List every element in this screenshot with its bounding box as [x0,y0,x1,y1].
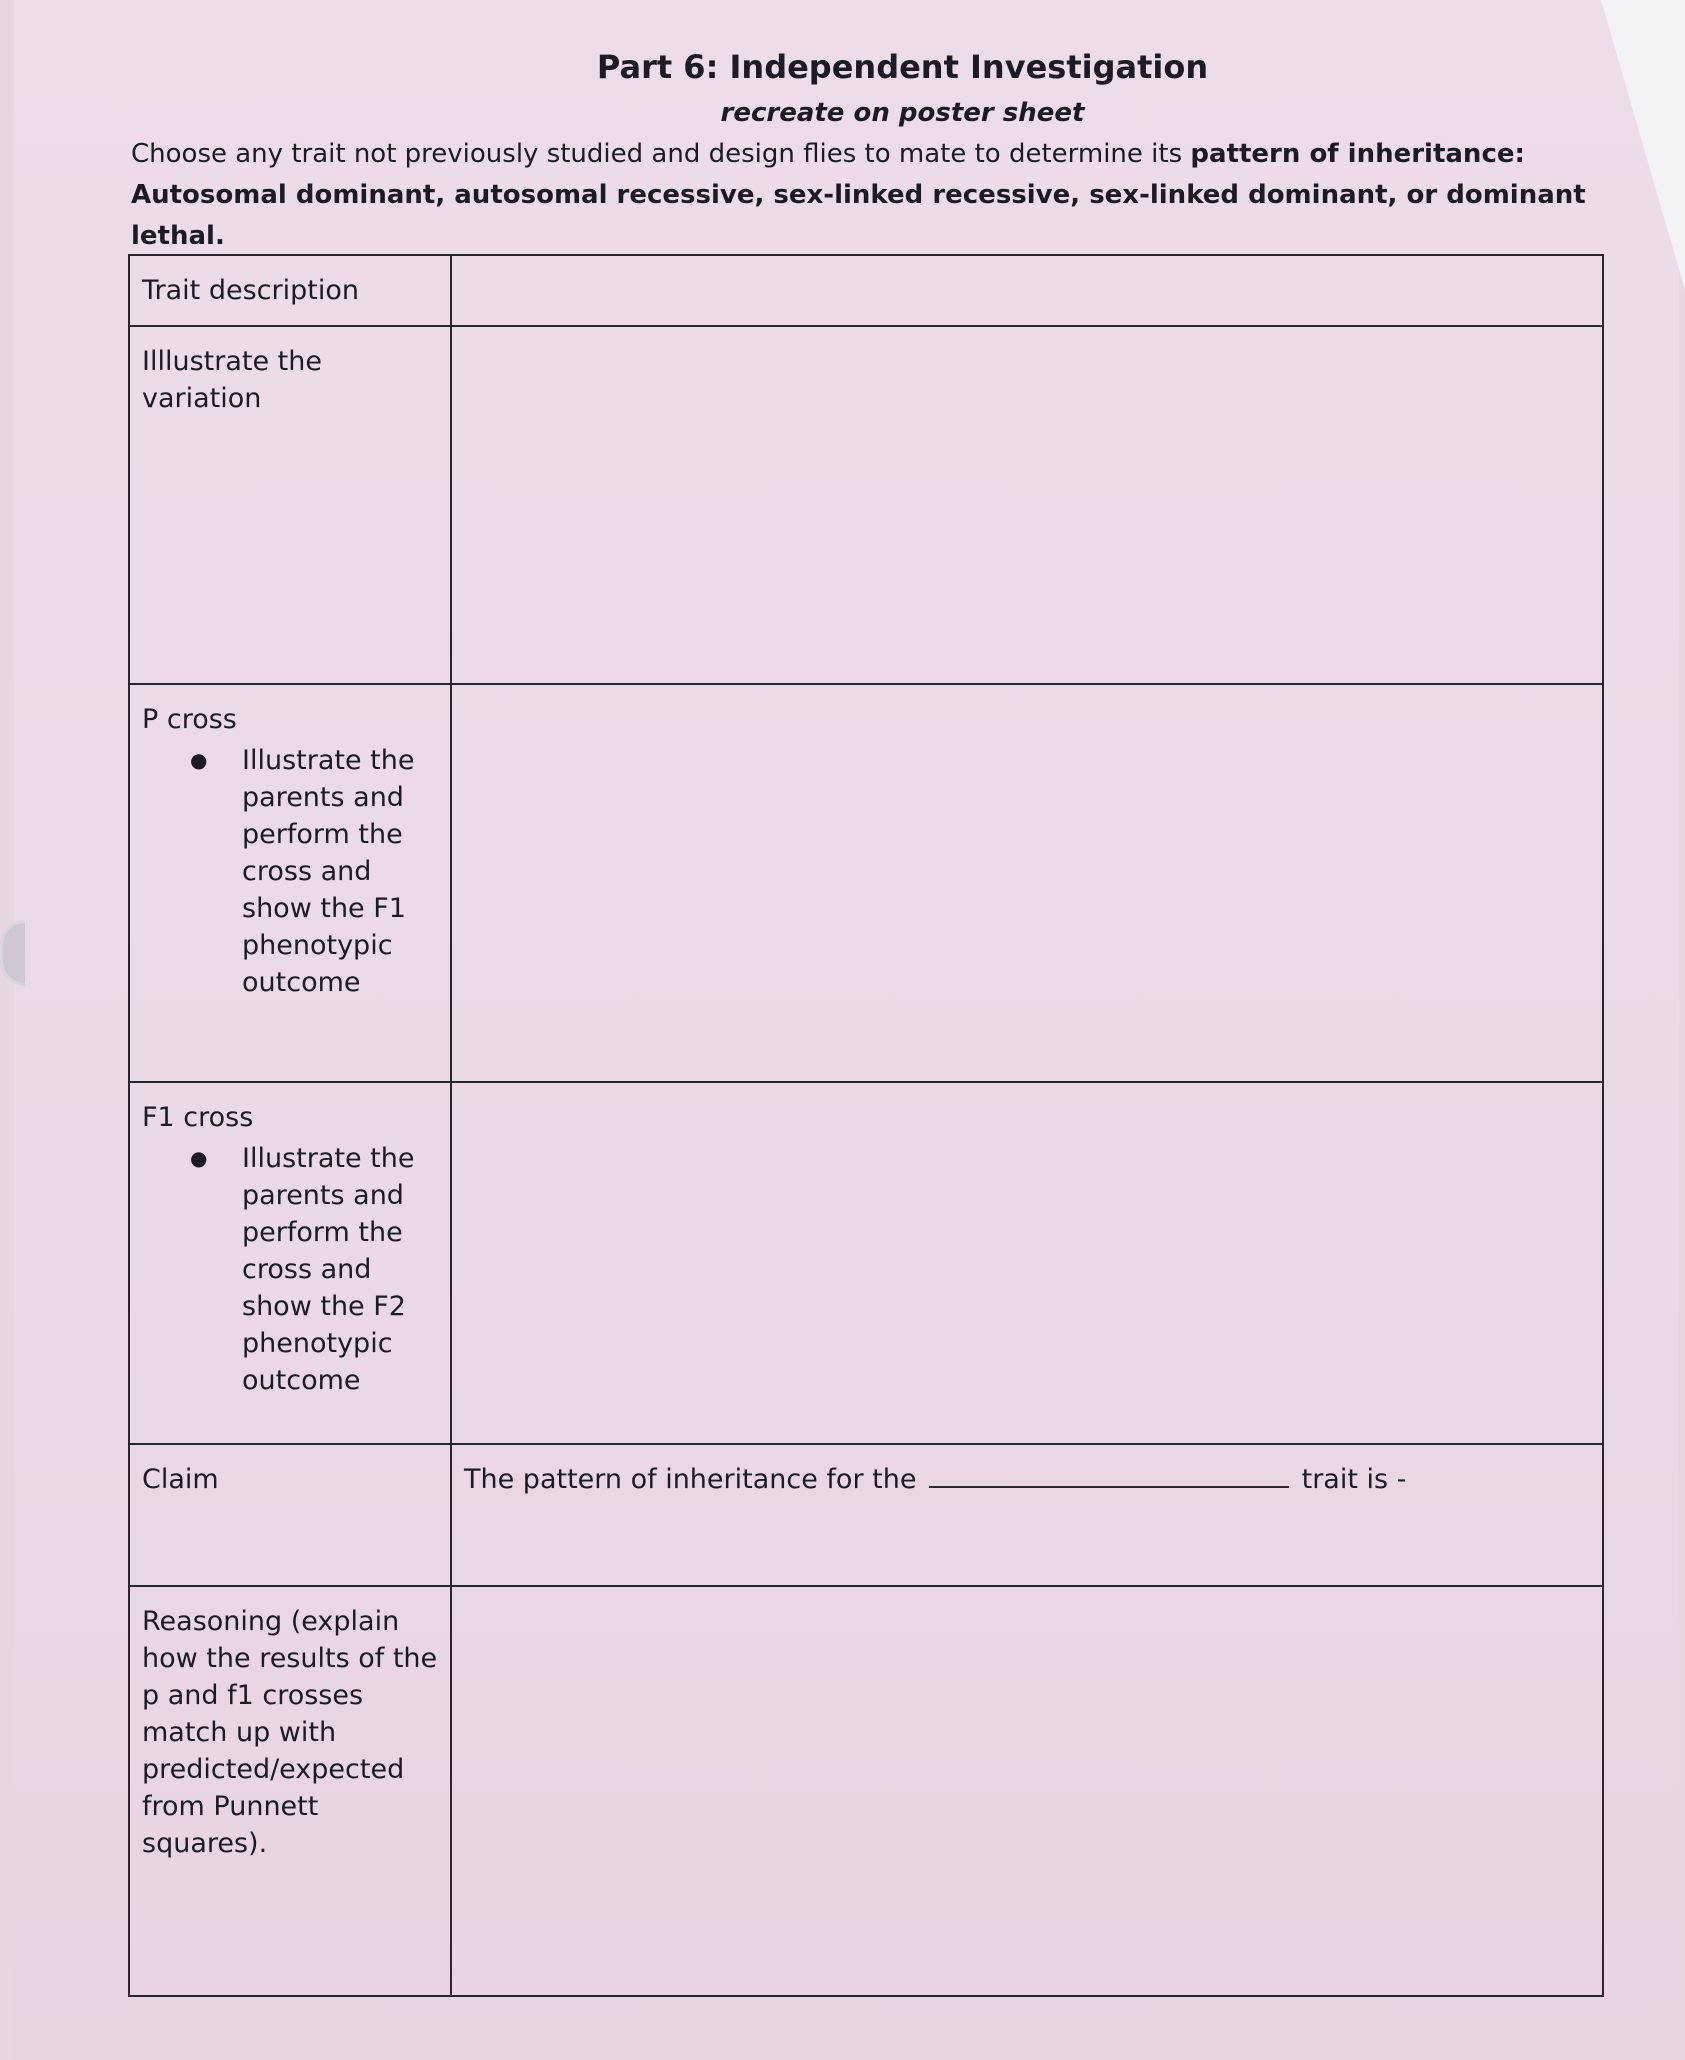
table-row [129,1444,1603,1586]
page-subtitle: recreate on poster sheet [720,98,1085,128]
binder-clip [0,920,25,986]
page-title: Part 6: Independent Investigation [596,48,1209,86]
instructions [131,134,1591,257]
claim-answer[interactable] [451,1444,1603,1586]
claim-suffix: trait is - [1301,1464,1407,1495]
variation-answer[interactable] [451,326,1603,684]
trait-description-label: Trait description [129,255,451,326]
claim-blank[interactable] [929,1462,1289,1488]
claim-label: Claim [129,1444,451,1586]
p-cross-cell [129,684,451,1082]
p-cross-label: P cross [142,704,237,735]
investigation-table [128,254,1604,1997]
f1-cross-cell [129,1082,451,1444]
p-cross-bullet: ● Illustrate the parents and perform the cross and show the F1 phenotypic outcome [142,742,438,1001]
table-row [129,1082,1603,1444]
table-row [129,1586,1603,1996]
claim-prefix: The pattern of inheritance for the [464,1464,917,1495]
trait-description-answer[interactable] [451,255,1603,326]
variation-label: Illlustrate the variation [129,326,451,684]
f1-cross-label: F1 cross [142,1102,254,1133]
p-cross-bullets [142,742,438,1001]
reasoning-answer[interactable] [451,1586,1603,1996]
f1-cross-answer[interactable] [451,1082,1603,1444]
f1-cross-bullets [142,1140,438,1399]
table-row [129,326,1603,684]
f1-cross-bullet: ● Illustrate the parents and perform the cross and show the F2 phenotypic outcome [142,1140,438,1399]
table-row [129,255,1603,326]
instructions-plain: Choose any trait not previously studied and design flies to mate to determine its [131,139,1183,169]
reasoning-label: Reasoning (explain how the results of the p and f1 crosses match up with predicted/expected from Punnett squares). [129,1586,451,1996]
instructions-bold: pattern of inheritance: Autosomal dominant, autosomal recessive, sex-linked recessive, sex-linked dominant, or dominant lethal. [131,139,1586,251]
p-cross-answer[interactable] [451,684,1603,1082]
table-row [129,684,1603,1082]
